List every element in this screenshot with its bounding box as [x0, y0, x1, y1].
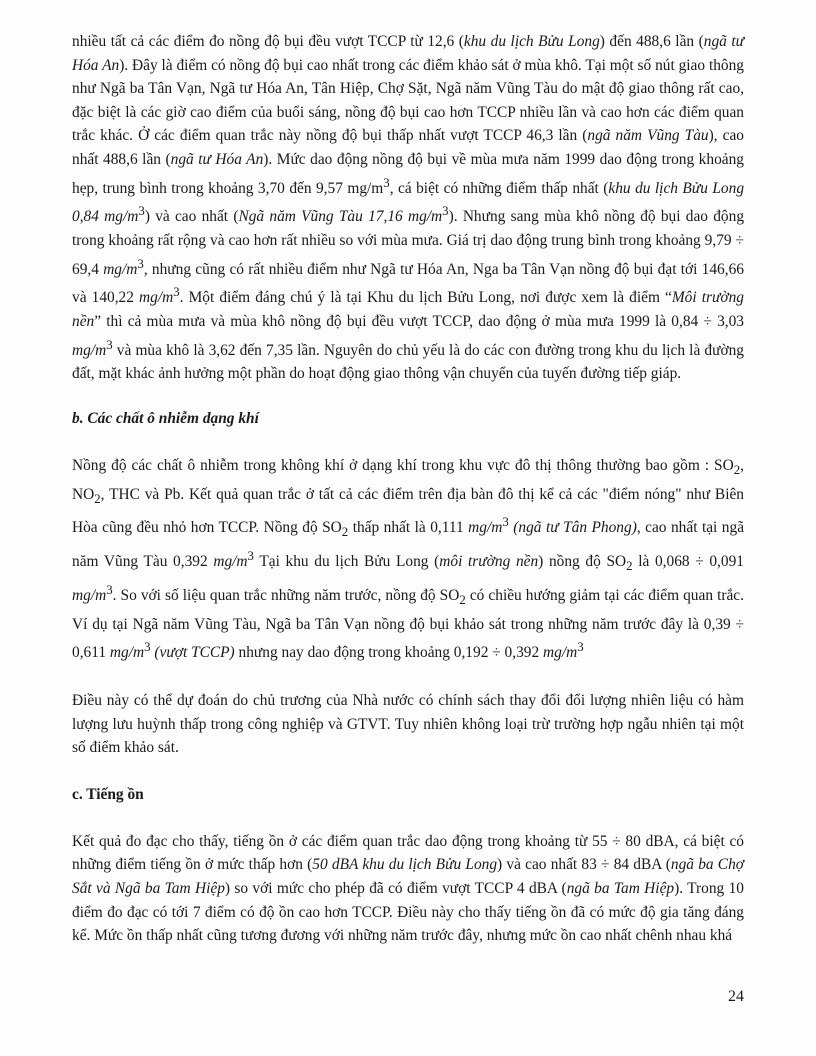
paragraph-noise: Kết quả đo đạc cho thấy, tiếng ồn ở các điểm quan trắc dao động trong khoảng từ 55 ÷ 80 dBA, cá biệt có những điểm tiếng ồn ở mức thấp hơn (50 dBA khu du lịch Bửu Long) và cao nhất 83 ÷ 84 dBA (ngã ba Chợ Sắt và Ngã ba Tam Hiệp) so với mức cho phép đã có điểm vượt TCCP 4 dBA (ngã ba Tam Hiệp). Trong 10 điểm đo đạc có tới 7 điểm có độ ồn cao hơn TCCP. Điều này cho thấy tiếng ồn đã có mức độ gia tăng đáng kể. Mức ồn thấp nhất cũng tương đương với những năm trước đây, nhưng mức ồn cao nhất chênh nhau khá: [72, 832, 744, 945]
section-heading-noise: c. Tiếng ồn: [72, 785, 144, 803]
page-number: 24: [728, 988, 744, 1005]
section-heading-gaseous-pollutants: b. Các chất ô nhiễm dạng khí: [72, 409, 259, 427]
paragraph-gaseous-pollutants: Nồng độ các chất ô nhiễm trong không khí ở dạng khí trong khu vực đô thị thông thường bao gồm : $SO_2$, $NO_2$, THC và Pb. Kết quả quan trắc ở tất cả các điểm trên địa bàn đô thị kể cả các "điểm nóng" như Biên Hòa cũng đều nhỏ hơn TCCP. Nồng độ $SO_2$ thấp nhất là 0,111 $mg/m^3$ (ngã tư Tân Phong), cao nhất tại ngã năm Vũng Tàu 0,392 $mg/m^3$ Tại khu du lịch Bửu Long (môi trường nền) nồng độ $SO_2$ là 0,068 ÷ 0,091 $mg/m^3$. So với số liệu quan trắc những năm trước, nồng độ $SO_2$ có chiều hướng giảm tại các điểm quan trắc. Ví dụ tại Ngã năm Vũng Tàu, Ngã ba Tân Vạn nồng độ bụi khảo sát trong những năm trước đây là 0,39 ÷ 0,611 $mg/m^3$ (vượt TCCP) nhưng nay dao động trong khoảng 0,192 ÷ 0,392 $mg/m^3$: [72, 456, 745, 662]
paragraph-dust-concentration: nhiều tất cả các điểm đo nồng độ bụi đều vượt TCCP từ 12,6 (khu du lịch Bửu Long) đến 488,6 lần (ngã tư Hóa An). Đây là điểm có nồng độ bụi cao nhất trong các điểm khảo sát ở mùa khô. Tại một số nút giao thông như Ngã ba Tân Vạn, Ngã tư Hóa An, Tân Hiệp, Chợ Sặt, Ngã năm Vũng Tàu do mật độ giao thông rất cao, đặc biệt là các giờ cao điểm của buổi sáng, nồng độ bụi cao hơn TCCP nhiều lần và cao hơn các điểm quan trắc khác. Ở các điểm quan trắc này nồng độ bụi thấp nhất vượt TCCP 46,3 lần (ngã năm Vũng Tàu), cao nhất 488,6 lần (ngã tư Hóa An). Mức dao động nồng độ bụi về mùa mưa năm 1999 dao động trong khoảng hẹp, trung bình trong khoảng 3,70 đến 9,57 $mg/m^3$, cá biệt có những điểm thấp nhất (khu du lịch Bửu Long 0,84 $mg/m^3$) và cao nhất (Ngã năm Vũng Tàu 17,16 $mg/m^3$). Nhưng sang mùa khô nồng độ bụi dao động trong khoảng rất rộng và cao hơn rất nhiều so với mùa mưa. Giá trị dao động trung bình trong khoảng 9,79 ÷ 69,4 $mg/m^3$, nhưng cũng có rất nhiều điểm như Ngã tư Hóa An, Nga ba Tân Vạn nồng độ bụi đạt tới 146,66 và 140,22 $mg/m^3$. Một điểm đáng chú ý là tại Khu du lịch Bửu Long, nơi được xem là điểm “Môi trường nền” thì cả mùa mưa và mùa khô nồng độ bụi đều vượt TCCP, dao động ở mùa mưa 1999 là 0,84 ÷ 3,03 $mg/m^3$ và mùa khô là 3,62 đến 7,35 lần. Nguyên do chủ yếu là do các con đường trong khu du lịch là đường đất, mặt khác ảnh hưởng một phần do hoạt động giao thông vận chuyển của tuyến đường tiếp giáp.: [72, 33, 745, 383]
paragraph-sulfur-policy: Điều này có thể dự đoán do chủ trương của Nhà nước có chính sách thay đổi đổi lượng nhiên liệu có hàm lượng lưu huỳnh thấp trong công nghiệp và GTVT. Tuy nhiên không loại trừ trường hợp ngẫu nhiên tại một số điểm khảo sát.: [72, 691, 744, 757]
document-page: [72, 30, 744, 948]
